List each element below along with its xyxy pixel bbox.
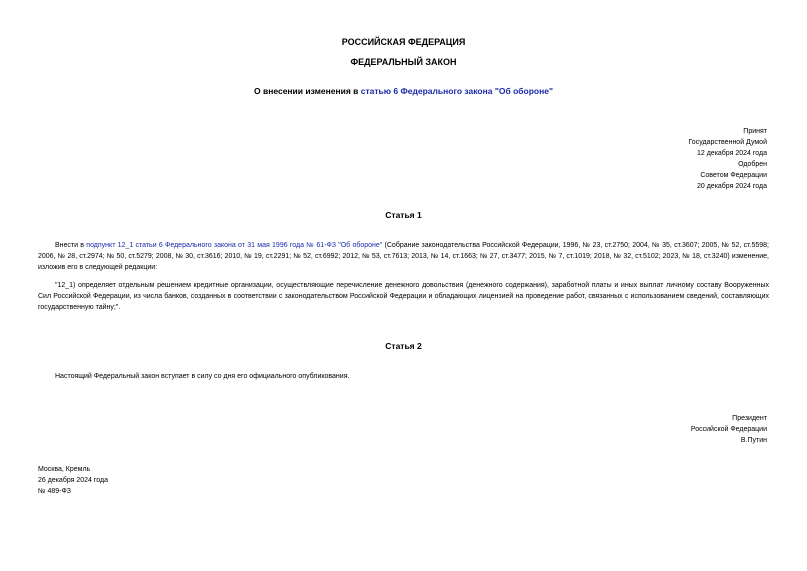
subject-link[interactable]: статью 6 Федерального закона "Об обороне" bbox=[360, 86, 553, 96]
signature-line: Президент bbox=[732, 415, 767, 422]
article-1-quote: "12_1) определяет отдельным решением кредитные организации, осуществляющие перечисление денежного довольствия (денежного содержания), заработной платы и иных выплат личному составу Вооруженных Сил Российской Федерации, из числа банков, созданных в соответствии с законодательством Российской Федерации и обладающих лицензией на проведение работ, связанных с использованием сведений, составляющих государственную тайну;". bbox=[38, 282, 769, 311]
footer-block bbox=[38, 464, 108, 497]
signature-block bbox=[691, 413, 767, 446]
article-1-title: Статья 1 bbox=[385, 210, 422, 220]
subject-prefix: О внесении изменения в bbox=[254, 86, 361, 96]
signature-line: В.Путин bbox=[740, 437, 767, 444]
law-subject bbox=[0, 86, 807, 96]
adoption-line: 20 декабря 2024 года bbox=[696, 183, 767, 190]
intro-prefix: Внести в bbox=[55, 242, 87, 249]
footer-date: 26 декабря 2024 года bbox=[38, 477, 109, 484]
article-1-intro bbox=[38, 240, 769, 273]
country-heading: РОССИЙСКАЯ ФЕДЕРАЦИЯ bbox=[341, 37, 466, 47]
article-2-text: Настоящий Федеральный закон вступает в силу со дня его официального опубликования. bbox=[55, 373, 350, 380]
footer-number: № 489-ФЗ bbox=[38, 488, 72, 495]
signature-line: Российской Федерации bbox=[690, 426, 767, 433]
adoption-block bbox=[688, 126, 767, 192]
article-2-title: Статья 2 bbox=[385, 341, 422, 351]
adoption-line: Одобрен bbox=[738, 161, 767, 168]
adoption-line: Советом Федерации bbox=[700, 172, 767, 179]
adoption-line: Принят bbox=[743, 128, 767, 135]
footer-place: Москва, Кремль bbox=[38, 466, 91, 473]
adoption-line: Государственной Думой bbox=[688, 139, 767, 146]
intro-link[interactable]: подпункт 12_1 статьи 6 Федерального закона от 31 мая 1996 года № 61-ФЗ "Об обороне" bbox=[86, 242, 383, 249]
doc-type-heading: ФЕДЕРАЛЬНЫЙ ЗАКОН bbox=[350, 57, 457, 67]
adoption-line: 12 декабря 2024 года bbox=[696, 150, 767, 157]
intro-suffix: (Собрание законодательства Российской Федерации, 1996, № 23, ст.2750; 2004, № 35, ст.3607; 2005, № 52, ст.5598; 2006, № 28, ст.2974; № 50, ст.5279; 2008, № 30, ст.3616; 2010, № 19, ст.2291; № 52, ст.6992; 2012, № 53, ст.7613; 2013, № 14, ст.1663; № 27, ст.3477; 2015, № 7, ст.1019; 2018, № 32, ст.5102; 2023, № 18, ст.3240) изменение, изложив его в следующей редакции: bbox=[38, 242, 769, 271]
